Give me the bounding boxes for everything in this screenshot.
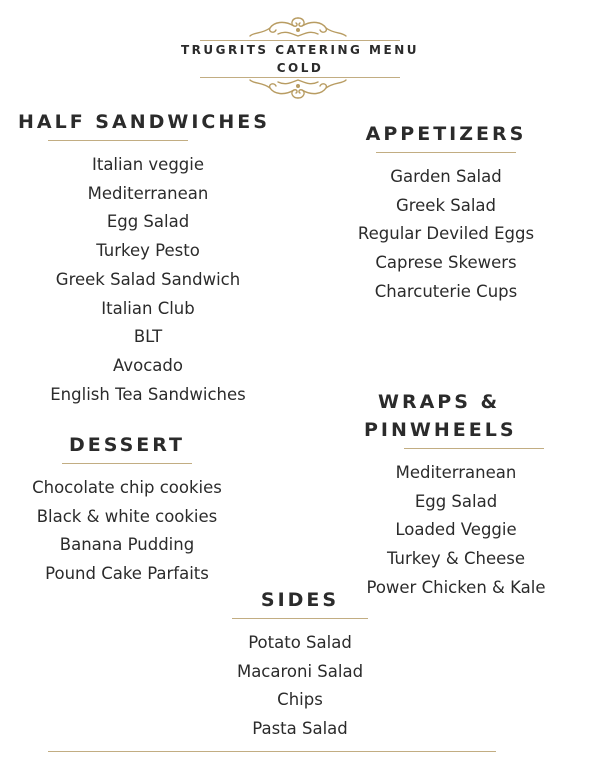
menu-item: Chips <box>277 690 323 710</box>
menu-item: Pound Cake Parfaits <box>45 564 209 584</box>
menu-item: Greek Salad <box>395 195 497 215</box>
menu-item: Caprese Skewers <box>375 253 517 273</box>
item-list <box>212 629 388 744</box>
menu-item: Regular Deviled Eggs <box>357 224 535 244</box>
section-rule <box>232 618 368 619</box>
section-rule <box>376 152 516 153</box>
section-title: APPETIZERS <box>365 123 527 145</box>
item-list <box>12 474 242 589</box>
menu-item: Egg Salad <box>106 212 190 232</box>
section-half-sandwiches <box>10 110 286 409</box>
section-rule <box>48 140 188 141</box>
menu-title: TRUGRITS CATERING MENU <box>181 43 419 57</box>
menu-item: Chocolate chip cookies <box>32 478 222 497</box>
section-title: DESSERT <box>69 434 185 456</box>
menu-item: Black & white cookies <box>36 506 218 526</box>
menu-item: English Tea Sandwiches <box>50 384 246 404</box>
menu-item: BLT <box>133 327 163 347</box>
menu-item: Greek Salad Sandwich <box>55 269 241 289</box>
section-sides <box>212 588 388 744</box>
menu-item: Loaded Veggie <box>395 520 517 540</box>
flourish-ornament-icon <box>248 76 348 102</box>
item-list <box>330 163 562 307</box>
section-title: WRAPS & <box>378 391 501 413</box>
menu-item: Pasta Salad <box>252 719 348 739</box>
section-dessert <box>12 433 242 589</box>
menu-item: Italian veggie <box>91 155 205 174</box>
menu-item: Avocado <box>113 355 183 375</box>
menu-subtitle: COLD <box>276 61 324 75</box>
item-list <box>10 151 286 409</box>
section-rule <box>62 463 192 464</box>
header-top-rule <box>200 40 400 41</box>
menu-item: Mediterranean <box>87 183 209 203</box>
section-rule <box>404 448 544 449</box>
section-title: PINWHEELS <box>364 419 517 441</box>
menu-item: Turkey & Cheese <box>386 549 526 569</box>
footer-rule <box>48 751 496 752</box>
section-title: SIDES <box>260 589 340 611</box>
menu-item: Egg Salad <box>414 491 498 511</box>
flourish-ornament-icon <box>248 14 348 40</box>
section-title: HALF SANDWICHES <box>18 111 270 133</box>
menu-item: Mediterranean <box>395 463 517 482</box>
menu-item: Garden Salad <box>390 167 502 186</box>
section-appetizers <box>330 122 562 307</box>
section-wraps-pinwheels <box>352 390 572 603</box>
menu-item: Power Chicken & Kale <box>366 577 546 597</box>
item-list <box>346 459 566 603</box>
menu-item: Macaroni Salad <box>236 661 364 681</box>
menu-item: Potato Salad <box>248 633 352 652</box>
menu-item: Banana Pudding <box>59 535 195 555</box>
menu-item: Turkey Pesto <box>96 241 200 261</box>
menu-item: Italian Club <box>101 298 195 318</box>
menu-item: Charcuterie Cups <box>374 281 518 301</box>
